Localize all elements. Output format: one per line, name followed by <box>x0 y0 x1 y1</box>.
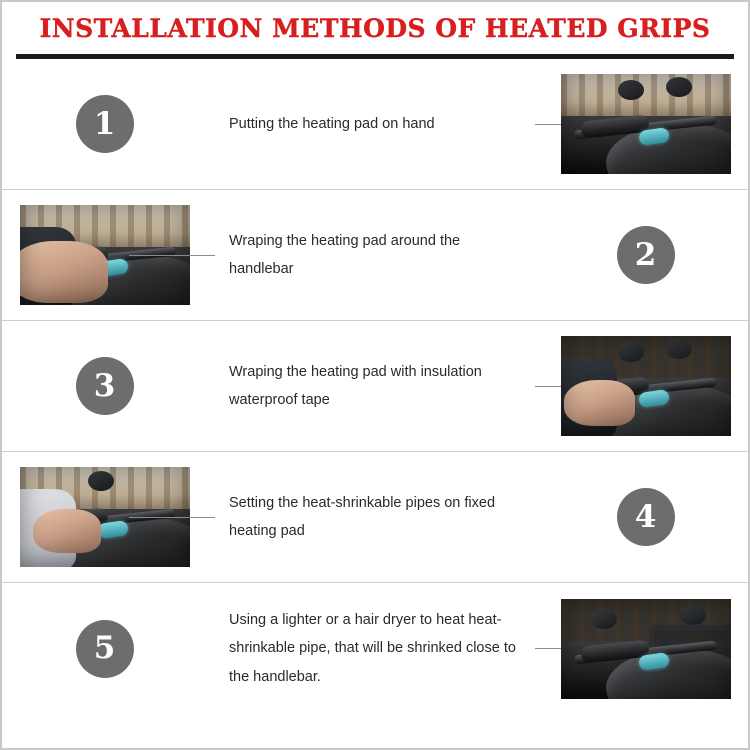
badge-slot-1 <box>2 95 207 153</box>
photo-step-1 <box>561 74 731 174</box>
step-row-5 <box>2 583 748 714</box>
step-number-badge: 2 <box>617 226 675 284</box>
step-number-badge: 5 <box>76 620 134 678</box>
badge-slot-5 <box>2 620 207 678</box>
caption-slot-5 <box>207 606 543 691</box>
title-bar <box>2 2 748 54</box>
connector-line <box>129 517 215 518</box>
caption-slot-2 <box>207 227 543 284</box>
step-row-2 <box>2 190 748 321</box>
step-number-badge: 1 <box>76 95 134 153</box>
page-title: INSTALLATION METHODS OF HEATED GRIPS <box>39 13 711 43</box>
step-caption: Putting the heating pad on hand <box>229 115 435 132</box>
step-row-4 <box>2 452 748 583</box>
photo-step-5 <box>561 599 731 699</box>
photo-slot-5 <box>543 599 748 699</box>
step-number-badge: 4 <box>617 488 675 546</box>
step-caption: Setting the heat-shrinkable pipes on fixed heating pad <box>229 494 496 539</box>
badge-slot-3 <box>2 357 207 415</box>
connector-line <box>129 255 215 256</box>
photo-slot-3 <box>543 336 748 436</box>
caption-slot-1 <box>207 110 543 138</box>
photo-step-3 <box>561 336 731 436</box>
step-number-badge: 3 <box>76 357 134 415</box>
step-caption: Using a lighter or a hair dryer to heat heat-shrinkable pipe, that will be shrinked close to the handlebar. <box>229 612 516 685</box>
caption-slot-4 <box>207 489 543 546</box>
step-caption: Wraping the heating pad around the handlebar <box>229 232 461 277</box>
step-caption: Wraping the heating pad with insulation waterproof tape <box>229 363 482 408</box>
steps-list <box>2 59 748 714</box>
badge-slot-4 <box>543 488 748 546</box>
photo-slot-1 <box>543 74 748 174</box>
step-row-1 <box>2 59 748 190</box>
step-row-3 <box>2 321 748 452</box>
badge-slot-2 <box>543 226 748 284</box>
caption-slot-3 <box>207 358 543 415</box>
